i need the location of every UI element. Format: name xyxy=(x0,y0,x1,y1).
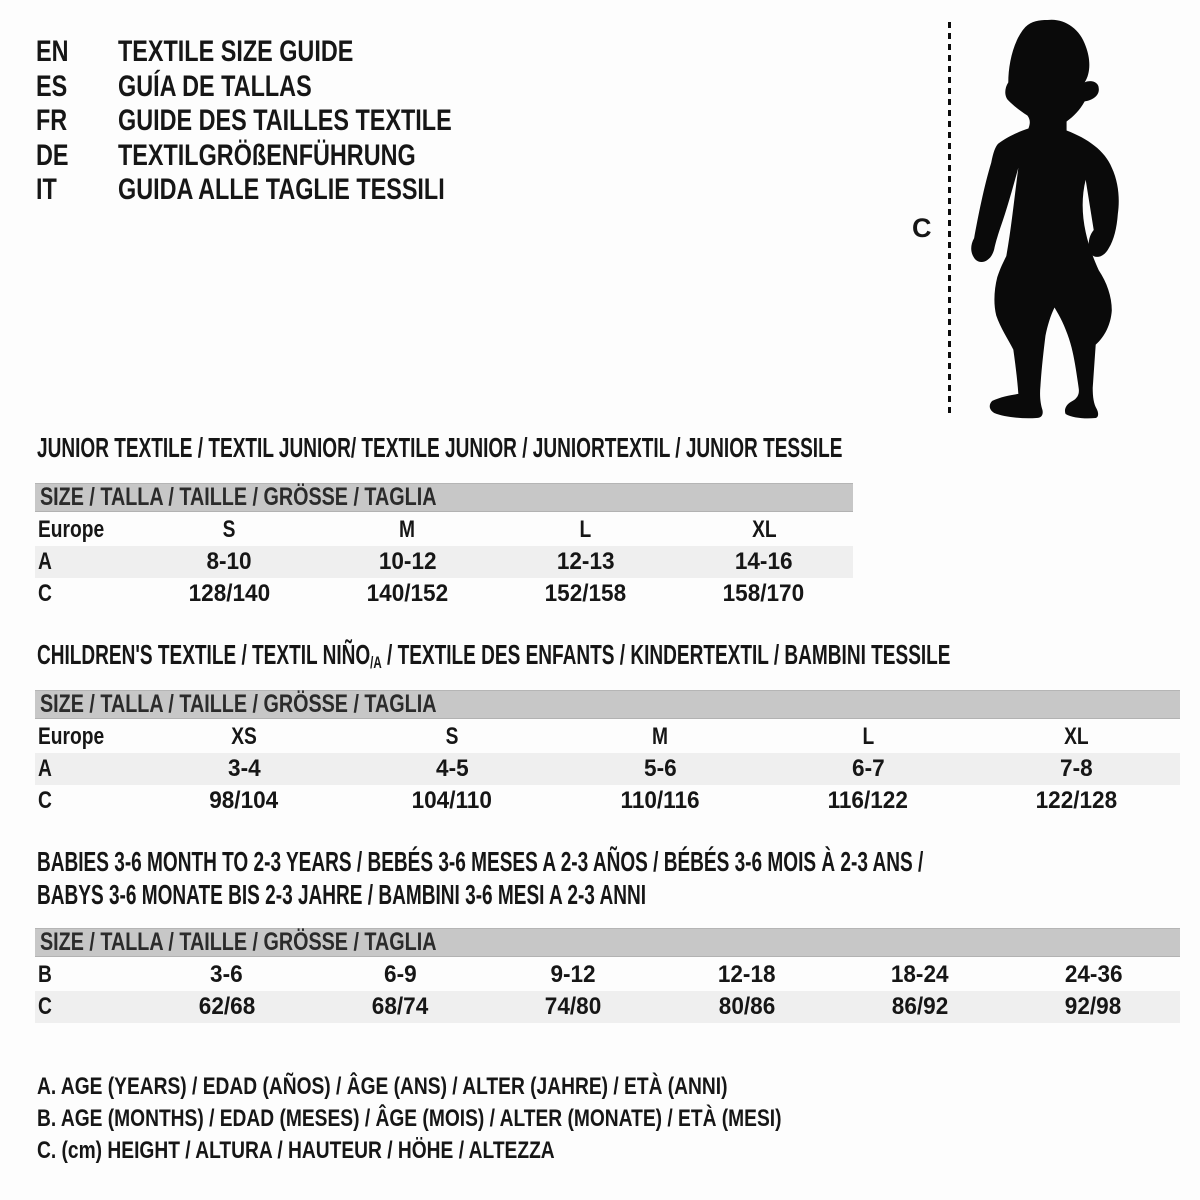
children-section-title: CHILDREN'S TEXTILE / TEXTIL $NIÑO_{/A}$ / TEXTILE DES ENFANTS / KINDERTEXTIL / BAMBINI TESSILE xyxy=(37,639,951,672)
legend-line-c: C. (cm) HEIGHT / ALTURA / HAUTEUR / HÖHE / ALTEZZA xyxy=(37,1137,555,1164)
size-header-bar: SIZE / TALLA / TAILLE / GRÖSSE / TAGLIA xyxy=(35,483,853,512)
language-title: GUIDA ALLE TAGLIE TESSILI xyxy=(118,173,445,207)
table-row xyxy=(35,785,1180,817)
language-header-block xyxy=(36,35,546,208)
table-cell: 12-18 xyxy=(717,961,776,988)
table-cell: 6-9 xyxy=(383,961,417,988)
region-header-row xyxy=(35,514,853,546)
language-title: GUIDE DES TAILLES TEXTILE xyxy=(118,104,452,138)
table-cell: 92/98 xyxy=(1065,993,1122,1020)
table-cell: 104/110 xyxy=(411,787,493,814)
table-cell: 7-8 xyxy=(1059,755,1093,782)
table-cell: 128/140 xyxy=(188,580,270,607)
row-label: C xyxy=(38,787,52,814)
table-row xyxy=(35,991,1180,1023)
row-label: C xyxy=(38,993,52,1020)
table-cell: 140/152 xyxy=(366,580,449,607)
row-label: Europe xyxy=(38,723,105,750)
table-cell: 24-36 xyxy=(1064,961,1123,988)
legend-line-a: A. AGE (YEARS) / EDAD (AÑOS) / ÂGE (ANS) / ALTER (JAHRE) / ETÀ (ANNI) xyxy=(37,1073,728,1100)
column-header: XS xyxy=(231,723,257,750)
table-cell: 80/86 xyxy=(718,993,775,1020)
table-cell: 3-6 xyxy=(210,961,243,988)
measurement-legend xyxy=(37,1071,968,1167)
table-row xyxy=(35,753,1180,785)
toddler-silhouette-icon xyxy=(967,17,1133,421)
table-cell: 6-7 xyxy=(851,755,885,782)
column-header: S xyxy=(445,723,459,750)
children-size-table xyxy=(35,690,1180,817)
table-cell: 62/68 xyxy=(198,993,255,1020)
legend-line-b: B. AGE (MONTHS) / EDAD (MESES) / ÂGE (MOIS) / ALTER (MONATE) / ETÀ (MESI) xyxy=(37,1105,782,1132)
table-cell: 3-4 xyxy=(227,755,261,782)
table-cell: 8-10 xyxy=(206,548,252,575)
table-cell: 152/158 xyxy=(544,580,627,607)
table-cell: 18-24 xyxy=(891,961,949,988)
column-header: XL xyxy=(1063,723,1089,750)
table-cell: 12-13 xyxy=(556,548,615,575)
language-row xyxy=(36,173,546,208)
table-cell: 74/80 xyxy=(545,993,602,1020)
language-code: EN xyxy=(36,35,69,68)
column-header: XL xyxy=(751,516,777,543)
row-label: A xyxy=(38,755,52,782)
table-cell: 9-12 xyxy=(550,961,596,988)
language-code: DE xyxy=(36,138,69,172)
language-code: ES xyxy=(36,69,68,103)
table-cell: 4-5 xyxy=(435,755,469,782)
junior-size-table xyxy=(35,483,853,610)
table-cell: 122/128 xyxy=(1035,787,1117,814)
babies-section-title: BABIES 3-6 MONTH TO 2-3 YEARS / BEBÉS 3-6 MESES A 2-3 AÑOS / BÉBÉS 3-6 MOIS À 2-3 ANS / BABYS 3-6 MONATE BIS 2-3 JAHRE / BAMBINI 3-6 MESI A 2-3 ANNI xyxy=(37,846,924,910)
column-header: M xyxy=(399,516,416,543)
language-code: FR xyxy=(36,104,68,138)
column-header: S xyxy=(222,516,236,543)
title-subscript: /A xyxy=(370,653,382,672)
region-header-row xyxy=(35,721,1180,753)
table-cell: 5-6 xyxy=(643,755,677,782)
row-label: A xyxy=(38,548,52,575)
table-cell: 98/104 xyxy=(209,787,279,814)
table-row xyxy=(35,578,853,610)
row-label: C xyxy=(38,580,52,607)
column-header: L xyxy=(862,723,874,750)
size-header-bar: SIZE / TALLA / TAILLE / GRÖSSE / TAGLIA xyxy=(35,928,1180,957)
row-label: Europe xyxy=(38,516,105,543)
table-cell: 86/92 xyxy=(891,993,949,1020)
table-row xyxy=(35,546,853,578)
language-title: GUÍA DE TALLAS xyxy=(118,69,312,103)
language-title: TEXTILE SIZE GUIDE xyxy=(118,35,354,68)
junior-section-title: JUNIOR TEXTILE / TEXTIL JUNIOR/ TEXTILE JUNIOR / JUNIORTEXTIL / JUNIOR TESSILE xyxy=(37,432,843,463)
row-label: B xyxy=(38,961,52,988)
table-row xyxy=(35,959,1180,991)
babies-size-table xyxy=(35,928,1180,1023)
language-title: TEXTILGRÖßENFÜHRUNG xyxy=(118,138,416,172)
language-row xyxy=(36,139,546,174)
column-header: L xyxy=(579,516,592,543)
language-row xyxy=(36,104,546,139)
height-measure-label: C xyxy=(912,213,932,243)
column-header: M xyxy=(652,723,668,750)
size-header-bar: SIZE / TALLA / TAILLE / GRÖSSE / TAGLIA xyxy=(35,690,1180,719)
table-cell: 68/74 xyxy=(371,993,429,1020)
language-row xyxy=(36,35,546,70)
table-cell: 116/122 xyxy=(827,787,909,814)
table-cell: 158/170 xyxy=(723,580,805,607)
table-cell: 14-16 xyxy=(735,548,793,575)
table-cell: 10-12 xyxy=(378,548,437,575)
height-measure-line xyxy=(948,22,951,414)
language-row xyxy=(36,70,546,105)
language-code: IT xyxy=(36,173,57,207)
table-cell: 110/116 xyxy=(620,787,700,814)
